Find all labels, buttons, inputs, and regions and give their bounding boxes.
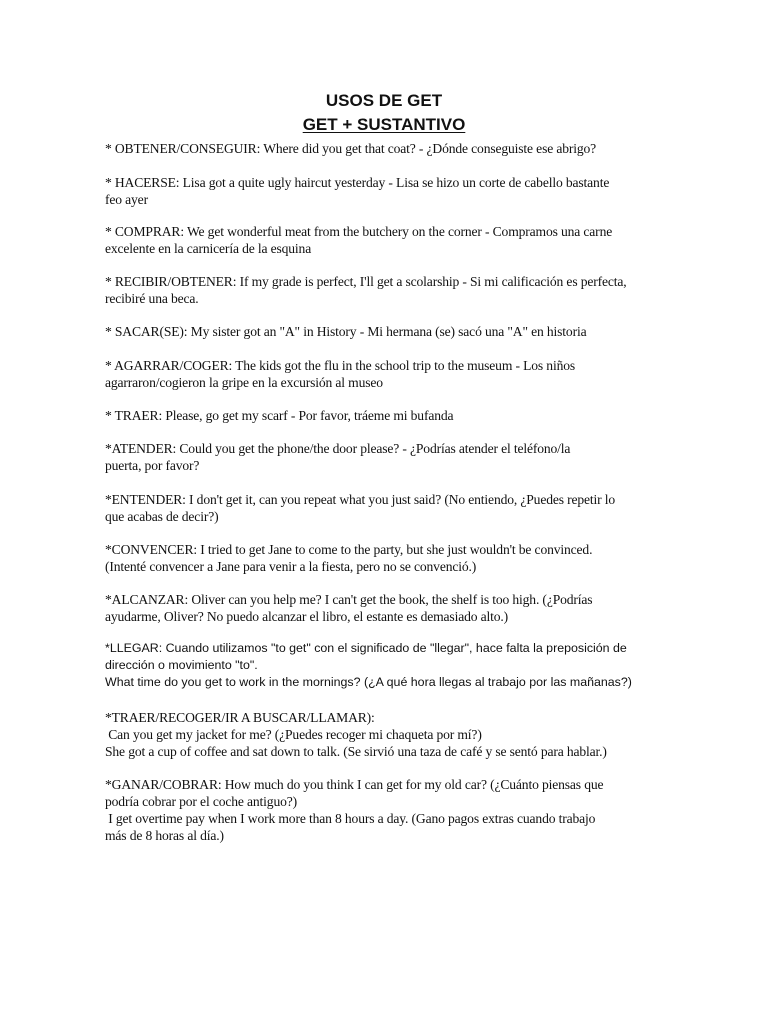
entry-line: * RECIBIR/OBTENER: If my grade is perfect, I'll get a scolarship - Si mi calificación es perfecta,	[105, 274, 627, 289]
entry-agarrar-coger	[105, 357, 665, 391]
entry-line: * SACAR(SE): My sister got an "A" in History - Mi hermana (se) sacó una "A" en historia	[105, 324, 587, 339]
entry-convencer	[105, 541, 665, 575]
entry-llegar	[105, 640, 665, 691]
entry-line: What time do you get to work in the mornings? (¿A qué hora llegas al trabajo por las mañanas?)	[105, 675, 632, 689]
entry-atender	[105, 440, 665, 474]
entry-line: agarraron/cogieron la gripe en la excursión al museo	[105, 375, 383, 390]
entry-line: She got a cup of coffee and sat down to talk. (Se sirvió una taza de café y se sentó para hablar.)	[105, 744, 607, 759]
entry-alcanzar	[105, 591, 665, 625]
entry-line: * HACERSE: Lisa got a quite ugly haircut yesterday - Lisa se hizo un corte de cabello bastante	[105, 175, 610, 190]
entry-line: excelente en la carnicería de la esquina	[105, 241, 312, 256]
entry-traer	[105, 407, 665, 424]
entry-line: puerta, por favor?	[105, 458, 200, 473]
entry-ganar-cobrar	[105, 776, 665, 844]
entry-line: ayudarme, Oliver? No puedo alcanzar el libro, el estante es demasiado alto.)	[105, 609, 509, 624]
entry-traer-recoger	[105, 709, 665, 760]
entry-line: *ATENDER: Could you get the phone/the door please? - ¿Podrías atender el teléfono/la	[105, 441, 571, 456]
entry-line: dirección o movimiento "to".	[105, 658, 258, 672]
entry-line: podría cobrar por el coche antiguo?)	[105, 794, 297, 809]
entry-sacarse	[105, 323, 665, 340]
entry-line: * TRAER: Please, go get my scarf - Por favor, tráeme mi bufanda	[105, 408, 454, 423]
entry-hacerse	[105, 174, 665, 208]
entry-line: * COMPRAR: We get wonderful meat from the butchery on the corner - Compramos una carne	[105, 224, 613, 239]
entry-line: *TRAER/RECOGER/IR A BUSCAR/LLAMAR):	[105, 710, 375, 725]
entry-line: más de 8 horas al día.)	[105, 828, 224, 843]
entry-line: feo ayer	[105, 192, 148, 207]
entry-line: que acabas de decir?)	[105, 509, 219, 524]
entry-line: * AGARRAR/COGER: The kids got the flu in the school trip to the museum - Los niños	[105, 358, 576, 373]
entry-line: *ALCANZAR: Oliver can you help me? I can't get the book, the shelf is too high. (¿Podrías	[105, 592, 593, 607]
entry-comprar	[105, 223, 665, 257]
entry-line: *GANAR/COBRAR: How much do you think I can get for my old car? (¿Cuánto piensas que	[105, 777, 604, 792]
entry-line: Can you get my jacket for me? (¿Puedes recoger mi chaqueta por mí?)	[105, 727, 482, 742]
entry-line: (Intenté convencer a Jane para venir a la fiesta, pero no se convenció.)	[105, 559, 477, 574]
entry-line: *LLEGAR: Cuando utilizamos "to get" con el significado de "llegar", hace falta la preposición de	[105, 641, 627, 655]
document-subtitle: GET + SUSTANTIVO	[302, 115, 466, 134]
entry-entender	[105, 491, 665, 525]
entry-line: recibiré una beca.	[105, 291, 199, 306]
entry-obtener-conseguir	[105, 140, 665, 157]
document-title: USOS DE GET	[325, 91, 443, 110]
entry-line: *CONVENCER: I tried to get Jane to come to the party, but she just wouldn't be convinced.	[105, 542, 593, 557]
entry-line: * OBTENER/CONSEGUIR: Where did you get that coat? - ¿Dónde conseguiste ese abrigo?	[105, 141, 597, 156]
entry-line: I get overtime pay when I work more than 8 hours a day. (Gano pagos extras cuando trabajo	[105, 811, 596, 826]
entry-recibir-obtener	[105, 273, 665, 307]
entry-line: *ENTENDER: I don't get it, can you repeat what you just said? (No entiendo, ¿Puedes repetir lo	[105, 492, 616, 507]
